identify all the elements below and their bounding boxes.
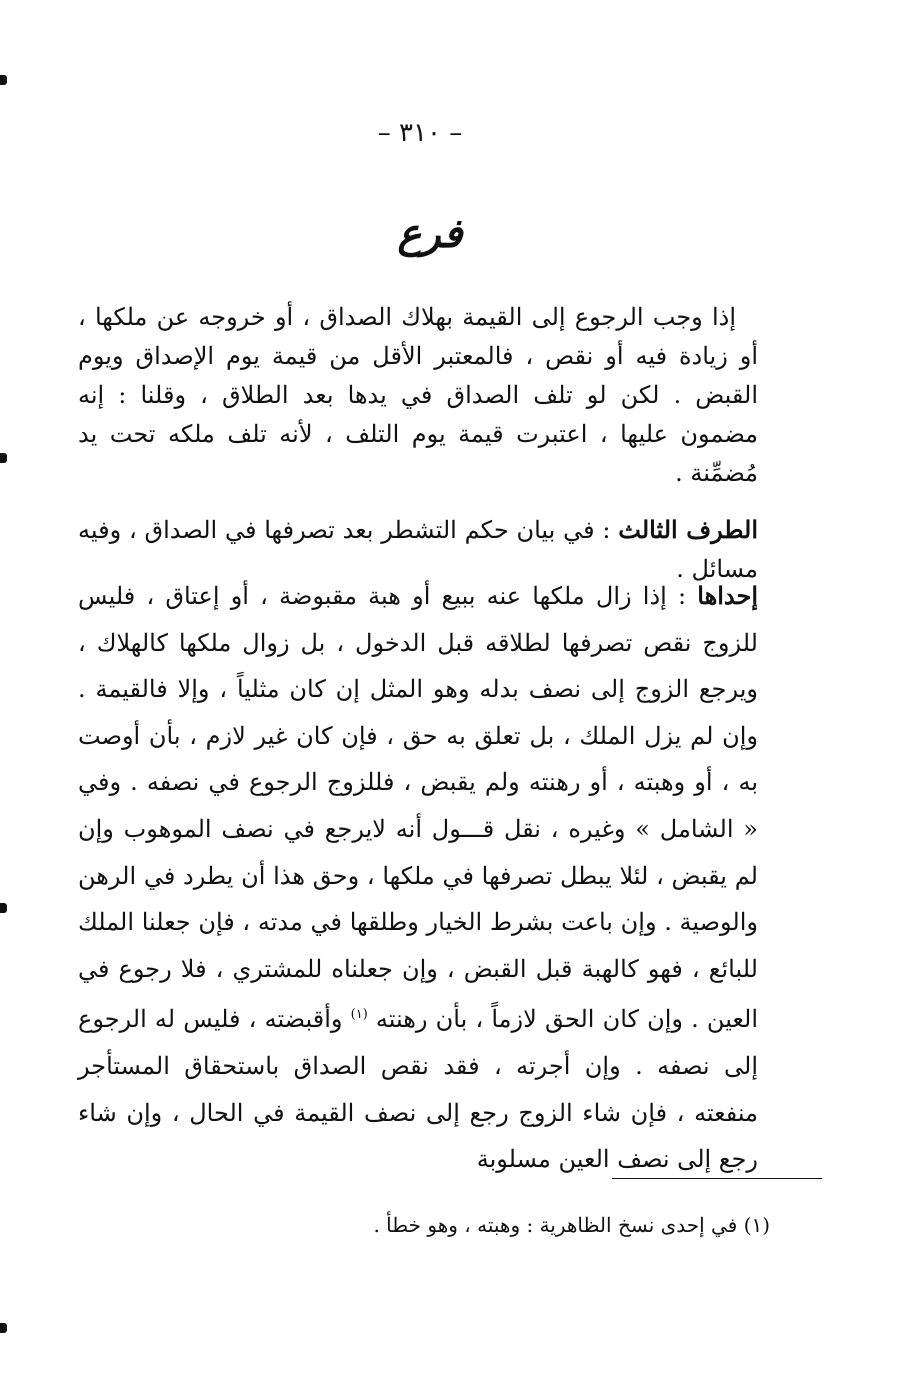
- page-edge-mark: [0, 453, 7, 463]
- page-number: – ٣١٠ –: [377, 118, 463, 148]
- paragraph-3-text: : إذا زال ملكها عنه ببيع أو هبة مقبوضة ، أو إعتاق ، فليس للزوج نقص تصرفها لطلاقه قبل الدخول ، بل زوال ملكها كالهلاك ، ويرجع الزوج إلى نصف بدله وهو المثل إن كان مثلياً ، وإلا فالقيمة . وإن لم يزل الملك ، بل تعلق به حق ، فإن كان غير لازم ، بأن أوصت به ، أو وهبته ، أو رهنته ولم يقبض ، فللزوج الرجوع في نصفه . وفي « الشامل » وغيره ، نقل قـــول أنه لايرجع في نصف الموهوب وإن لم يقبض ، لئلا يبطل تصرفها في ملكها ، وحق هذا أن يطرد في الرهن والوصية . وإن باعت بشرط الخيار وطلقها في مدته ، فإن جعلنا الملك للبائع ، فهو كالهبة قبل القبض ، وإن جعلناه للمشتري ، فلا رجوع في العين . وإن كان الحق لازماً ، بأن رهنته: [78, 582, 759, 1034]
- footnote-marker: (١): [350, 1007, 368, 1023]
- paragraph-3: [78, 573, 758, 1183]
- section-title: فرع: [397, 210, 463, 257]
- footnote-divider: [612, 1178, 822, 1179]
- paragraph-2-heading: الطرف الثالث: [618, 515, 759, 544]
- footnote: (١) في إحدى نسخ الظاهرية : وهبته ، وهو خطأ .: [373, 1213, 770, 1237]
- paragraph-2-text: : في بيان حكم التشطر بعد تصرفها في الصداق ، وفيه مسائل .: [78, 516, 758, 583]
- page-edge-mark: [0, 75, 7, 85]
- paragraph-1-text: إذا وجب الرجوع إلى القيمة بهلاك الصداق ، أو خروجه عن ملكها ، أو زيادة فيه أو نقص ، فالمعتبر الأقل من قيمة يوم الإصداق ويوم القبض . لكن لو تلف الصداق في يدها بعد الطلاق ، وقلنا : إنه مضمون عليها ، اعتبرت قيمة يوم التلف ، لأنه تلف ملكه تحت يد مُضمِّنة .: [78, 303, 758, 487]
- paragraph-1: [78, 298, 758, 493]
- page-edge-mark: [0, 903, 7, 913]
- paragraph-3-heading: إحداها: [697, 581, 758, 610]
- page-edge-mark: [0, 1323, 7, 1333]
- paragraph-3-text-continued: وأقبضته ، فليس له الرجوع إلى نصفه . وإن أجرته ، فقد نقص الصداق باستحقاق المستأجر منفعته ، فإن شاء الزوج رجع إلى نصف القيمة في الحال ، وإن شاء رجع إلى نصف العين مسلوبة: [78, 1005, 758, 1174]
